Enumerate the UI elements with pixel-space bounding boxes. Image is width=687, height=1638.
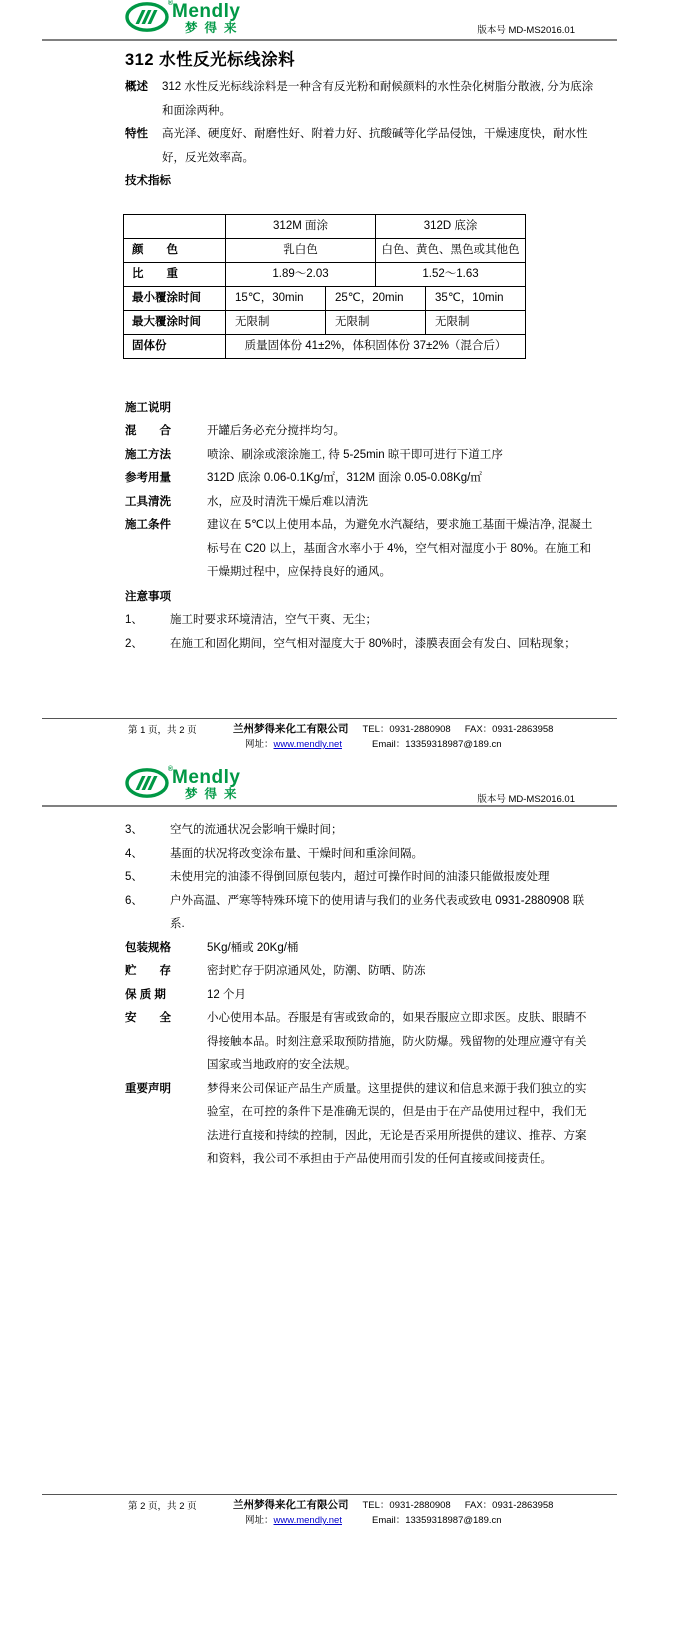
note-item-2: 2、 在施工和固化期间，空气相对湿度大于 80%时，漆膜表面会有发白、回粘现象； [125, 637, 576, 650]
note-item-3: 3、 空气的流通状况会影响干燥时间； [125, 824, 343, 836]
table-cell-312m: 312M 面涂 [226, 214, 376, 238]
note-item-5: 5、 未使用完的油漆不得倒回原包装内，超过可操作时间的油漆只能做报废处理 [125, 871, 550, 883]
table-cell: 25℃，20min [326, 286, 426, 310]
version-label: 版本号 MD-MS2016.01 [477, 25, 575, 36]
construction-label: 施工说明 [125, 401, 171, 414]
table-cell: 质量固体份 41±2%，体积固体份 37±2%（混合后） [226, 334, 526, 358]
header-rule [42, 39, 617, 41]
registered-mark: ® [167, 766, 173, 773]
note-item-1: 1、 施工时要求环境清洁，空气干爽、无尘； [125, 614, 377, 626]
page1-content [125, 49, 597, 656]
table-cell: 无限制 [226, 310, 326, 334]
note-item-6: 6、 户外高温、严寒等特殊环境下的使用请与我们的业务代表或致电 0931-2880908 联系. [125, 894, 585, 930]
overview-label: 概述 [125, 81, 148, 93]
features-section [125, 123, 597, 170]
construction-item-mixing: 混 合 开罐后务必充分搅拌均匀。 [125, 425, 345, 437]
company-email: Email：13359318987@189.cn [371, 739, 502, 750]
table-cell: 白色、黄色、黑色或其他色 [376, 238, 526, 262]
company-name: 兰州梦得来化工有限公司 [233, 723, 349, 735]
website-link[interactable]: www.mendly.net [273, 739, 342, 750]
overview-text: 312 水性反光标线涂料是一种含有反光粉和耐候颜料的水性杂化树脂分散液, 分为底涂和面涂两种。 [162, 81, 594, 117]
table-cell: 最小覆涂时间 [124, 286, 226, 310]
features-label: 特性 [125, 128, 148, 140]
page-1 [0, 0, 687, 755]
disclaimer-section: 重要声明 梦得来公司保证产品生产质量。这里提供的建议和信息来源于我们独立的实验室，在可控的条件下是准确无误的，但是由于在产品使用过程中，我们无法进行直接和持续的控制，因此，无论是否采用所提供的建议、推荐、方案和资料，我公司不承担由于产品使用而引发的任何直接或间接责任。 [125, 1082, 587, 1165]
company-website: 网址：www.mendly.net [245, 739, 342, 750]
construction-item-cleaning: 工具清洗 水，应及时清洗干燥后难以清洗 [125, 495, 368, 508]
table-row-solids [124, 334, 526, 358]
table-cell: 比 重 [124, 262, 226, 286]
header-rule [42, 805, 617, 807]
company-tel: TEL：0931-2880908 [362, 1500, 451, 1511]
tech-spec-table [123, 214, 526, 359]
table-cell: 乳白色 [226, 238, 376, 262]
company-website: 网址：www.mendly.net [245, 1515, 342, 1526]
company-tel: TEL：0931-2880908 [362, 724, 451, 735]
brand-name-cn: 梦得来 [185, 787, 244, 801]
mendly-logo [125, 768, 244, 801]
construction-item-method: 施工方法 喷涂、刷涂或滚涂施工, 待 5-25min 晾干即可进行下道工序 [125, 448, 503, 461]
table-cell: 无限制 [326, 310, 426, 334]
safety-section: 安 全 小心使用本品。吞服是有害或致命的，如果吞服应立即求医。皮肤、眼睛不得接触本品。时刻注意采取预防措施，防火防爆。残留物的处理应遵守有关国家或当地政府的安全法规。 [125, 1012, 587, 1071]
page-2 [0, 755, 687, 1638]
page2-footer [0, 1494, 687, 1528]
construction-item-dosage: 参考用量 312D 底涂 0.06-0.1Kg/㎡，312M 面涂 0.05-0.08Kg/㎡ [125, 472, 482, 484]
table-cell: 15℃，30min [226, 286, 326, 310]
company-fax: FAX：0931-2863958 [464, 724, 554, 735]
page-number: 第 1 页，共 2 页 [128, 725, 197, 736]
table-row-header [124, 214, 526, 238]
table-cell-312d: 312D 底涂 [376, 214, 526, 238]
shelf-life-section: 保 质 期 12 个月 [125, 988, 246, 1001]
brand-name-cn: 梦得来 [185, 21, 244, 35]
page-header [0, 755, 687, 807]
table-cell [124, 214, 226, 238]
version-label: 版本号 MD-MS2016.01 [477, 794, 575, 805]
brand-name: Mendly [172, 767, 241, 788]
storage-section: 贮 存 密封贮存于阴凉通风处，防潮、防晒、防冻 [125, 965, 426, 977]
table-cell: 35℃，10min [426, 286, 526, 310]
table-cell: 1.89～2.03 [226, 262, 376, 286]
page-header [0, 0, 687, 42]
overview-section [125, 76, 597, 123]
table-cell: 固体份 [124, 334, 226, 358]
footer-rule [42, 718, 617, 719]
brand-name: Mendly [172, 1, 241, 22]
page1-footer [0, 718, 687, 752]
table-cell: 颜 色 [124, 238, 226, 262]
website-link[interactable]: www.mendly.net [273, 1515, 342, 1526]
mendly-logo [125, 2, 244, 35]
company-fax: FAX：0931-2863958 [464, 1500, 554, 1511]
mendly-logo-icon [125, 766, 173, 798]
table-row-max-recoat [124, 310, 526, 334]
table-cell: 最大覆涂时间 [124, 310, 226, 334]
company-email: Email：13359318987@189.cn [371, 1515, 502, 1526]
mendly-logo-icon [125, 0, 173, 32]
notes-label: 注意事项 [125, 590, 171, 603]
page-number: 第 2 页，共 2 页 [128, 1501, 197, 1512]
table-cell: 1.52～1.63 [376, 262, 526, 286]
registered-mark: ® [167, 0, 173, 7]
tech-spec-label: 技术指标 [125, 175, 171, 187]
construction-item-conditions: 施工条件 建议在 5℃以上使用本品，为避免水汽凝结，要求施工基面干燥洁净, 混凝土标号在 C20 以上，基面含水率小于 4%，空气相对湿度小于 80%。在施工和干燥期过程中，应保持良好的通风。 [125, 519, 593, 578]
page2-content [125, 819, 597, 1172]
doc-title: 312 水性反光标线涂料 [125, 51, 296, 69]
company-name: 兰州梦得来化工有限公司 [233, 1499, 349, 1511]
table-cell: 无限制 [426, 310, 526, 334]
table-row-min-recoat [124, 286, 526, 310]
packaging-section: 包装规格 5Kg/桶或 20Kg/桶 [125, 941, 299, 954]
footer-rule [42, 1494, 617, 1495]
features-text: 高光泽、硬度好、耐磨性好、附着力好、抗酸碱等化学品侵蚀，干燥速度快，耐水性好，反光效率高。 [162, 128, 588, 164]
table-row-density [124, 262, 526, 286]
note-item-4: 4、 基面的状况将改变涂布量、干燥时间和重涂间隔。 [125, 847, 423, 860]
table-row-color [124, 238, 526, 262]
